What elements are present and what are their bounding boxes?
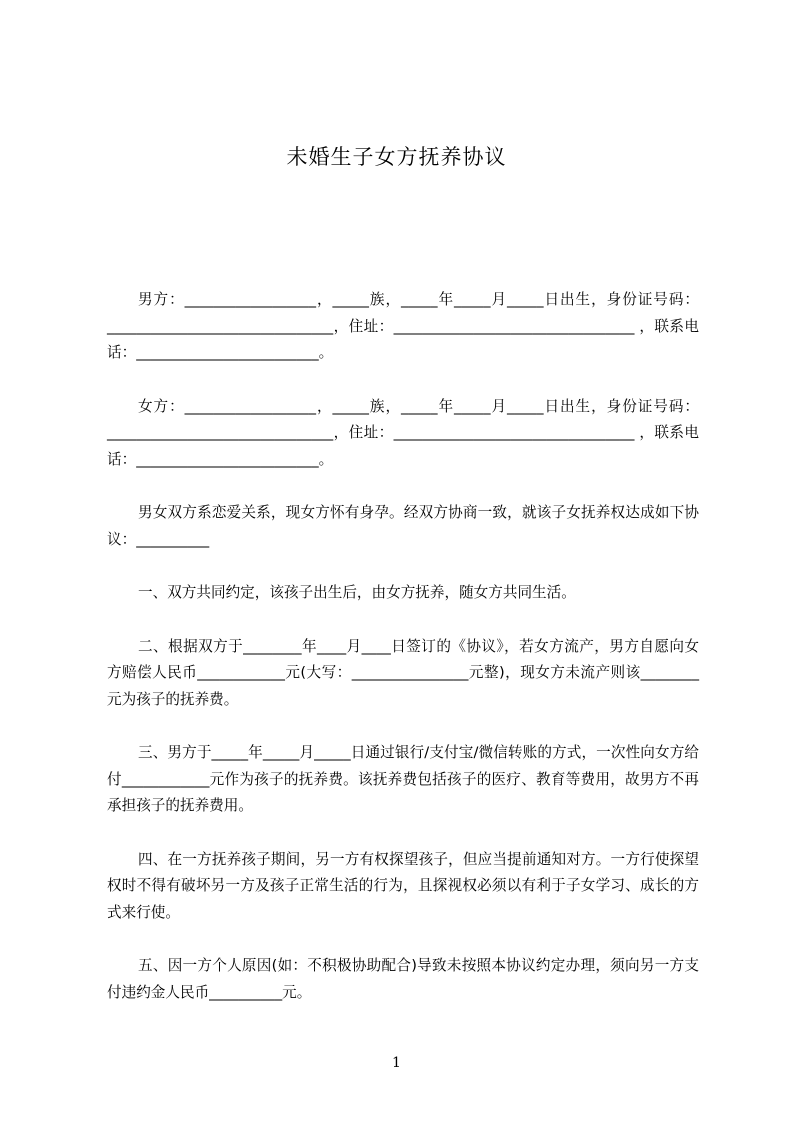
clause-5: 五、因一方个人原因(如：不积极协助配合)导致未按照本协议约定办理，须向另一方支付违约金人民币__________元。: [107, 957, 699, 1001]
document-body: [107, 287, 699, 1033]
paragraph-male-party-info: 男方：__________________，_____族，_____年_____月_____日出生，身份证号码：_______________________________，住址：_________________________________ ，联系电话：_________________________。: [107, 291, 699, 361]
clause-3: 三、男方于_____年_____月_____日通过银行/支付宝/微信转账的方式，一次性向女方给付____________元作为孩子的抚养费。该抚养费包括孩子的医疗、教育等费用，故男方不再承担孩子的抚养费用。: [107, 744, 699, 814]
document-title: 未婚生子女方抚养协议: [286, 145, 507, 169]
paragraph-female-party-info: 女方：__________________，_____族，_____年_____月_____日出生，身份证号码：_______________________________，住址：_________________________________ ，联系电话：_________________________。: [107, 397, 699, 468]
paragraph-preamble: 男女双方系恋爱关系，现女方怀有身孕。经双方协商一致，就该子女抚养权达成如下协议：__________: [107, 504, 699, 548]
clause-2: 二、根据双方于________年____月____日签订的《协议》，若女方流产，男方自愿向女方赔偿人民币____________元(大写：________________元整)，现女方未流产则该________元为孩子的抚养费。: [107, 637, 699, 708]
clause-4: 四、在一方抚养孩子期间，另一方有权探望孩子，但应当提前通知对方。一方行使探望权时不得有破坏另一方及孩子正常生活的行为，且探视权必须以有利于子女学习、成长的方式来行使。: [107, 850, 699, 921]
page-number: 1: [392, 1055, 401, 1071]
clause-1: 一、双方共同约定，该孩子出生后，由女方抚养，随女方共同生活。: [138, 584, 576, 601]
